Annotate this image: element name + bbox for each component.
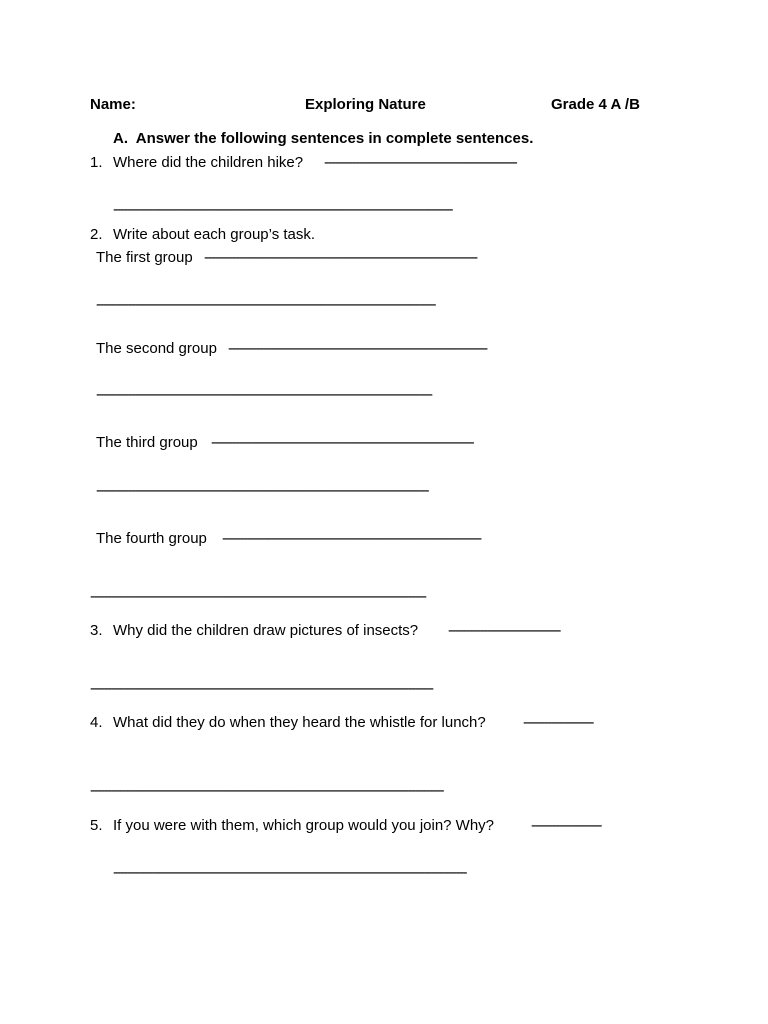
third-group-answer-line: ----------------------------------------------------------------------------------------------- [96, 482, 429, 499]
first-group-answer-blank: ------------------------------------------------------------------------------ [204, 249, 477, 266]
section-a-instruction: A. Answer the following sentences in complete sentences. [113, 130, 534, 147]
worksheet-title: Exploring Nature [305, 96, 426, 113]
third-group-label: The third group [96, 434, 198, 451]
name-label: Name: [90, 96, 136, 113]
question-3-answer-blank: -------------------------------- [448, 622, 560, 639]
question-4-text: What did they do when they heard the whistle for lunch? [113, 714, 486, 731]
question-1-answer-blank: ------------------------------------------------------- [324, 154, 517, 171]
question-5-answer-line: ----------------------------------------------------------------------------------------------------- [113, 864, 467, 881]
question-3-text: Why did the children draw pictures of insects? [113, 622, 419, 639]
grade-label: Grade 4 A /B [551, 96, 640, 113]
fourth-group-label: The fourth group [96, 530, 207, 547]
question-1-answer-line: ------------------------------------------------------------------------------------------------- [113, 201, 453, 218]
question-1-text: Where did the children hike? [113, 154, 304, 171]
question-5-text: If you were with them, which group would you join? Why? [113, 817, 495, 834]
first-group-label: The first group [96, 249, 193, 266]
second-group-label: The second group [96, 340, 217, 357]
question-1-number: 1. [90, 154, 103, 171]
fourth-group-answer-line: ------------------------------------------------------------------------------------------------ [90, 588, 426, 605]
question-4-answer-line: ----------------------------------------------------------------------------------------------------- [90, 782, 444, 799]
question-5-answer-blank: -------------------- [531, 817, 601, 834]
question-2-text: Write about each group’s task. [113, 226, 316, 243]
fourth-group-answer-blank: -------------------------------------------------------------------------- [222, 530, 481, 547]
question-4-answer-blank: -------------------- [523, 714, 593, 731]
first-group-answer-line: ------------------------------------------------------------------------------------------------- [96, 296, 436, 313]
second-group-answer-blank: -------------------------------------------------------------------------- [228, 340, 487, 357]
second-group-answer-line: ------------------------------------------------------------------------------------------------ [96, 386, 432, 403]
question-4-number: 4. [90, 714, 103, 731]
third-group-answer-blank: --------------------------------------------------------------------------- [211, 434, 474, 451]
question-5-number: 5. [90, 817, 103, 834]
question-3-number: 3. [90, 622, 103, 639]
question-2-number: 2. [90, 226, 103, 243]
question-3-answer-line: -------------------------------------------------------------------------------------------------- [90, 680, 433, 697]
